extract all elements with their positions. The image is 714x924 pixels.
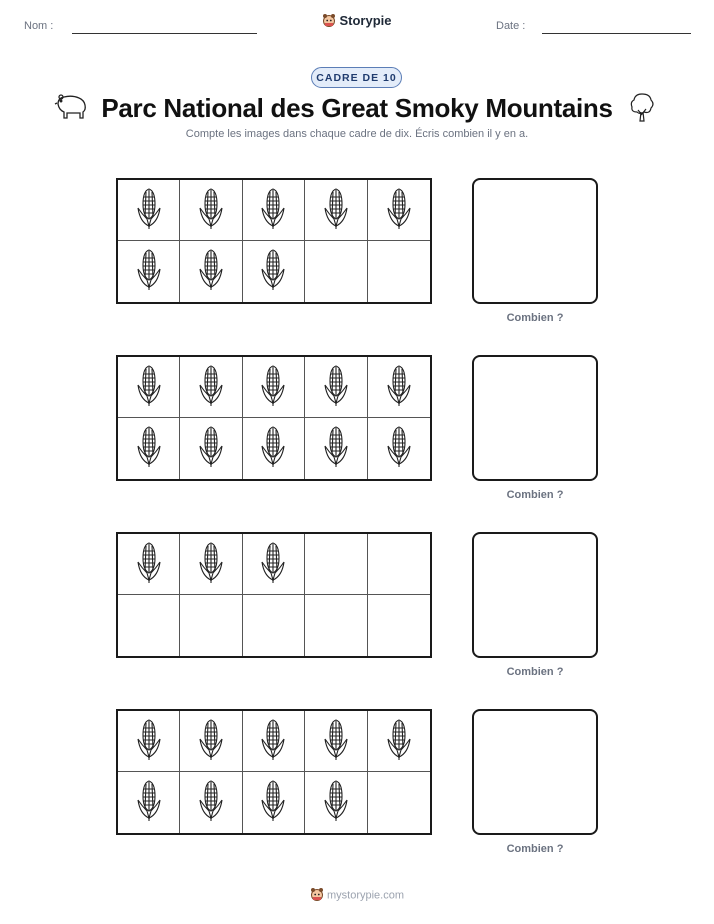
ten-frame-cell [243, 241, 305, 302]
ten-frame-cell [305, 595, 367, 656]
corn-icon [258, 186, 288, 235]
ten-frame-cell [243, 772, 305, 833]
corn-icon [321, 363, 351, 412]
corn-icon [196, 186, 226, 235]
ten-frame-cell [305, 534, 367, 595]
ten-frame-cell [305, 357, 367, 418]
ten-frame-cell [305, 772, 367, 833]
corn-icon [134, 247, 164, 296]
corn-icon [134, 540, 164, 589]
corn-icon [384, 717, 414, 766]
corn-icon [134, 363, 164, 412]
corn-icon [258, 363, 288, 412]
ten-frame-cell [243, 180, 305, 241]
ten-frame-cell [180, 711, 242, 772]
ten-frame-cell [180, 180, 242, 241]
answer-label: Combien ? [506, 666, 564, 678]
corn-icon [321, 778, 351, 827]
answer-box[interactable] [472, 178, 598, 304]
corn-icon [134, 186, 164, 235]
footer-url: mystorypie.com [326, 889, 405, 902]
ten-frame-cell [243, 534, 305, 595]
ten-frame-cell [118, 595, 180, 656]
ten-frame-cell [368, 772, 430, 833]
page-title: Parc National des Great Smoky Mountains [101, 93, 613, 123]
ten-frame-cell [180, 595, 242, 656]
corn-icon [196, 424, 226, 473]
ten-frame-cell [305, 180, 367, 241]
brand [0, 13, 714, 30]
corn-icon [384, 363, 414, 412]
ten-frame-cell [243, 595, 305, 656]
ten-frame-cell [118, 418, 180, 479]
corn-icon [258, 247, 288, 296]
ten-frame-cell [305, 711, 367, 772]
ten-frame-cell [180, 534, 242, 595]
ten-frame-cell [243, 357, 305, 418]
corn-icon [258, 424, 288, 473]
ten-frame-cell [243, 711, 305, 772]
corn-icon [196, 717, 226, 766]
ten-frame-cell [368, 357, 430, 418]
ten-frame-cell [118, 357, 180, 418]
ten-frame-cell [368, 534, 430, 595]
storypie-footer-logo-icon [310, 887, 324, 904]
ten-frame-cell [118, 241, 180, 302]
ten-frame-cell [368, 180, 430, 241]
ten-frame [116, 532, 432, 658]
corn-icon [134, 424, 164, 473]
corn-icon [134, 717, 164, 766]
answer-box[interactable] [472, 355, 598, 481]
tree-icon [628, 91, 656, 128]
date-line[interactable] [542, 33, 691, 34]
ten-frame-cell [243, 418, 305, 479]
answer-label: Combien ? [506, 843, 564, 855]
ten-frame-cell [305, 241, 367, 302]
ten-frame-cell [118, 534, 180, 595]
instructions: Compte les images dans chaque cadre de dix. Écris combien il y en a. [185, 128, 529, 140]
storypie-logo-icon [322, 13, 336, 30]
ten-frame-cell [180, 241, 242, 302]
corn-icon [196, 778, 226, 827]
name-label: Nom : [24, 20, 54, 32]
corn-icon [134, 778, 164, 827]
corn-icon [196, 540, 226, 589]
answer-label: Combien ? [506, 312, 564, 324]
corn-icon [321, 424, 351, 473]
answer-box[interactable] [472, 709, 598, 835]
ten-frame-cell [368, 595, 430, 656]
ten-frame-cell [118, 180, 180, 241]
brand-name: Storypie [339, 13, 392, 28]
ten-frame [116, 709, 432, 835]
answer-box[interactable] [472, 532, 598, 658]
name-line[interactable] [72, 33, 257, 34]
corn-icon [258, 540, 288, 589]
ten-frame-cell [180, 357, 242, 418]
ten-frame-cell [118, 711, 180, 772]
ten-frame-cell [368, 241, 430, 302]
ten-frame [116, 355, 432, 481]
ten-frame [116, 178, 432, 304]
corn-icon [321, 717, 351, 766]
corn-icon [258, 778, 288, 827]
corn-icon [321, 186, 351, 235]
ten-frame-cell [118, 772, 180, 833]
date-label: Date : [496, 20, 526, 32]
ten-frame-cell [305, 418, 367, 479]
footer [0, 887, 714, 904]
answer-label: Combien ? [506, 489, 564, 501]
ten-frame-cell [368, 418, 430, 479]
ten-frame-cell [180, 418, 242, 479]
corn-icon [196, 247, 226, 296]
corn-icon [196, 363, 226, 412]
worksheet-badge: CADRE DE 10 [311, 67, 402, 88]
corn-icon [384, 186, 414, 235]
corn-icon [384, 424, 414, 473]
ten-frame-cell [180, 772, 242, 833]
ten-frame-cell [368, 711, 430, 772]
corn-icon [258, 717, 288, 766]
